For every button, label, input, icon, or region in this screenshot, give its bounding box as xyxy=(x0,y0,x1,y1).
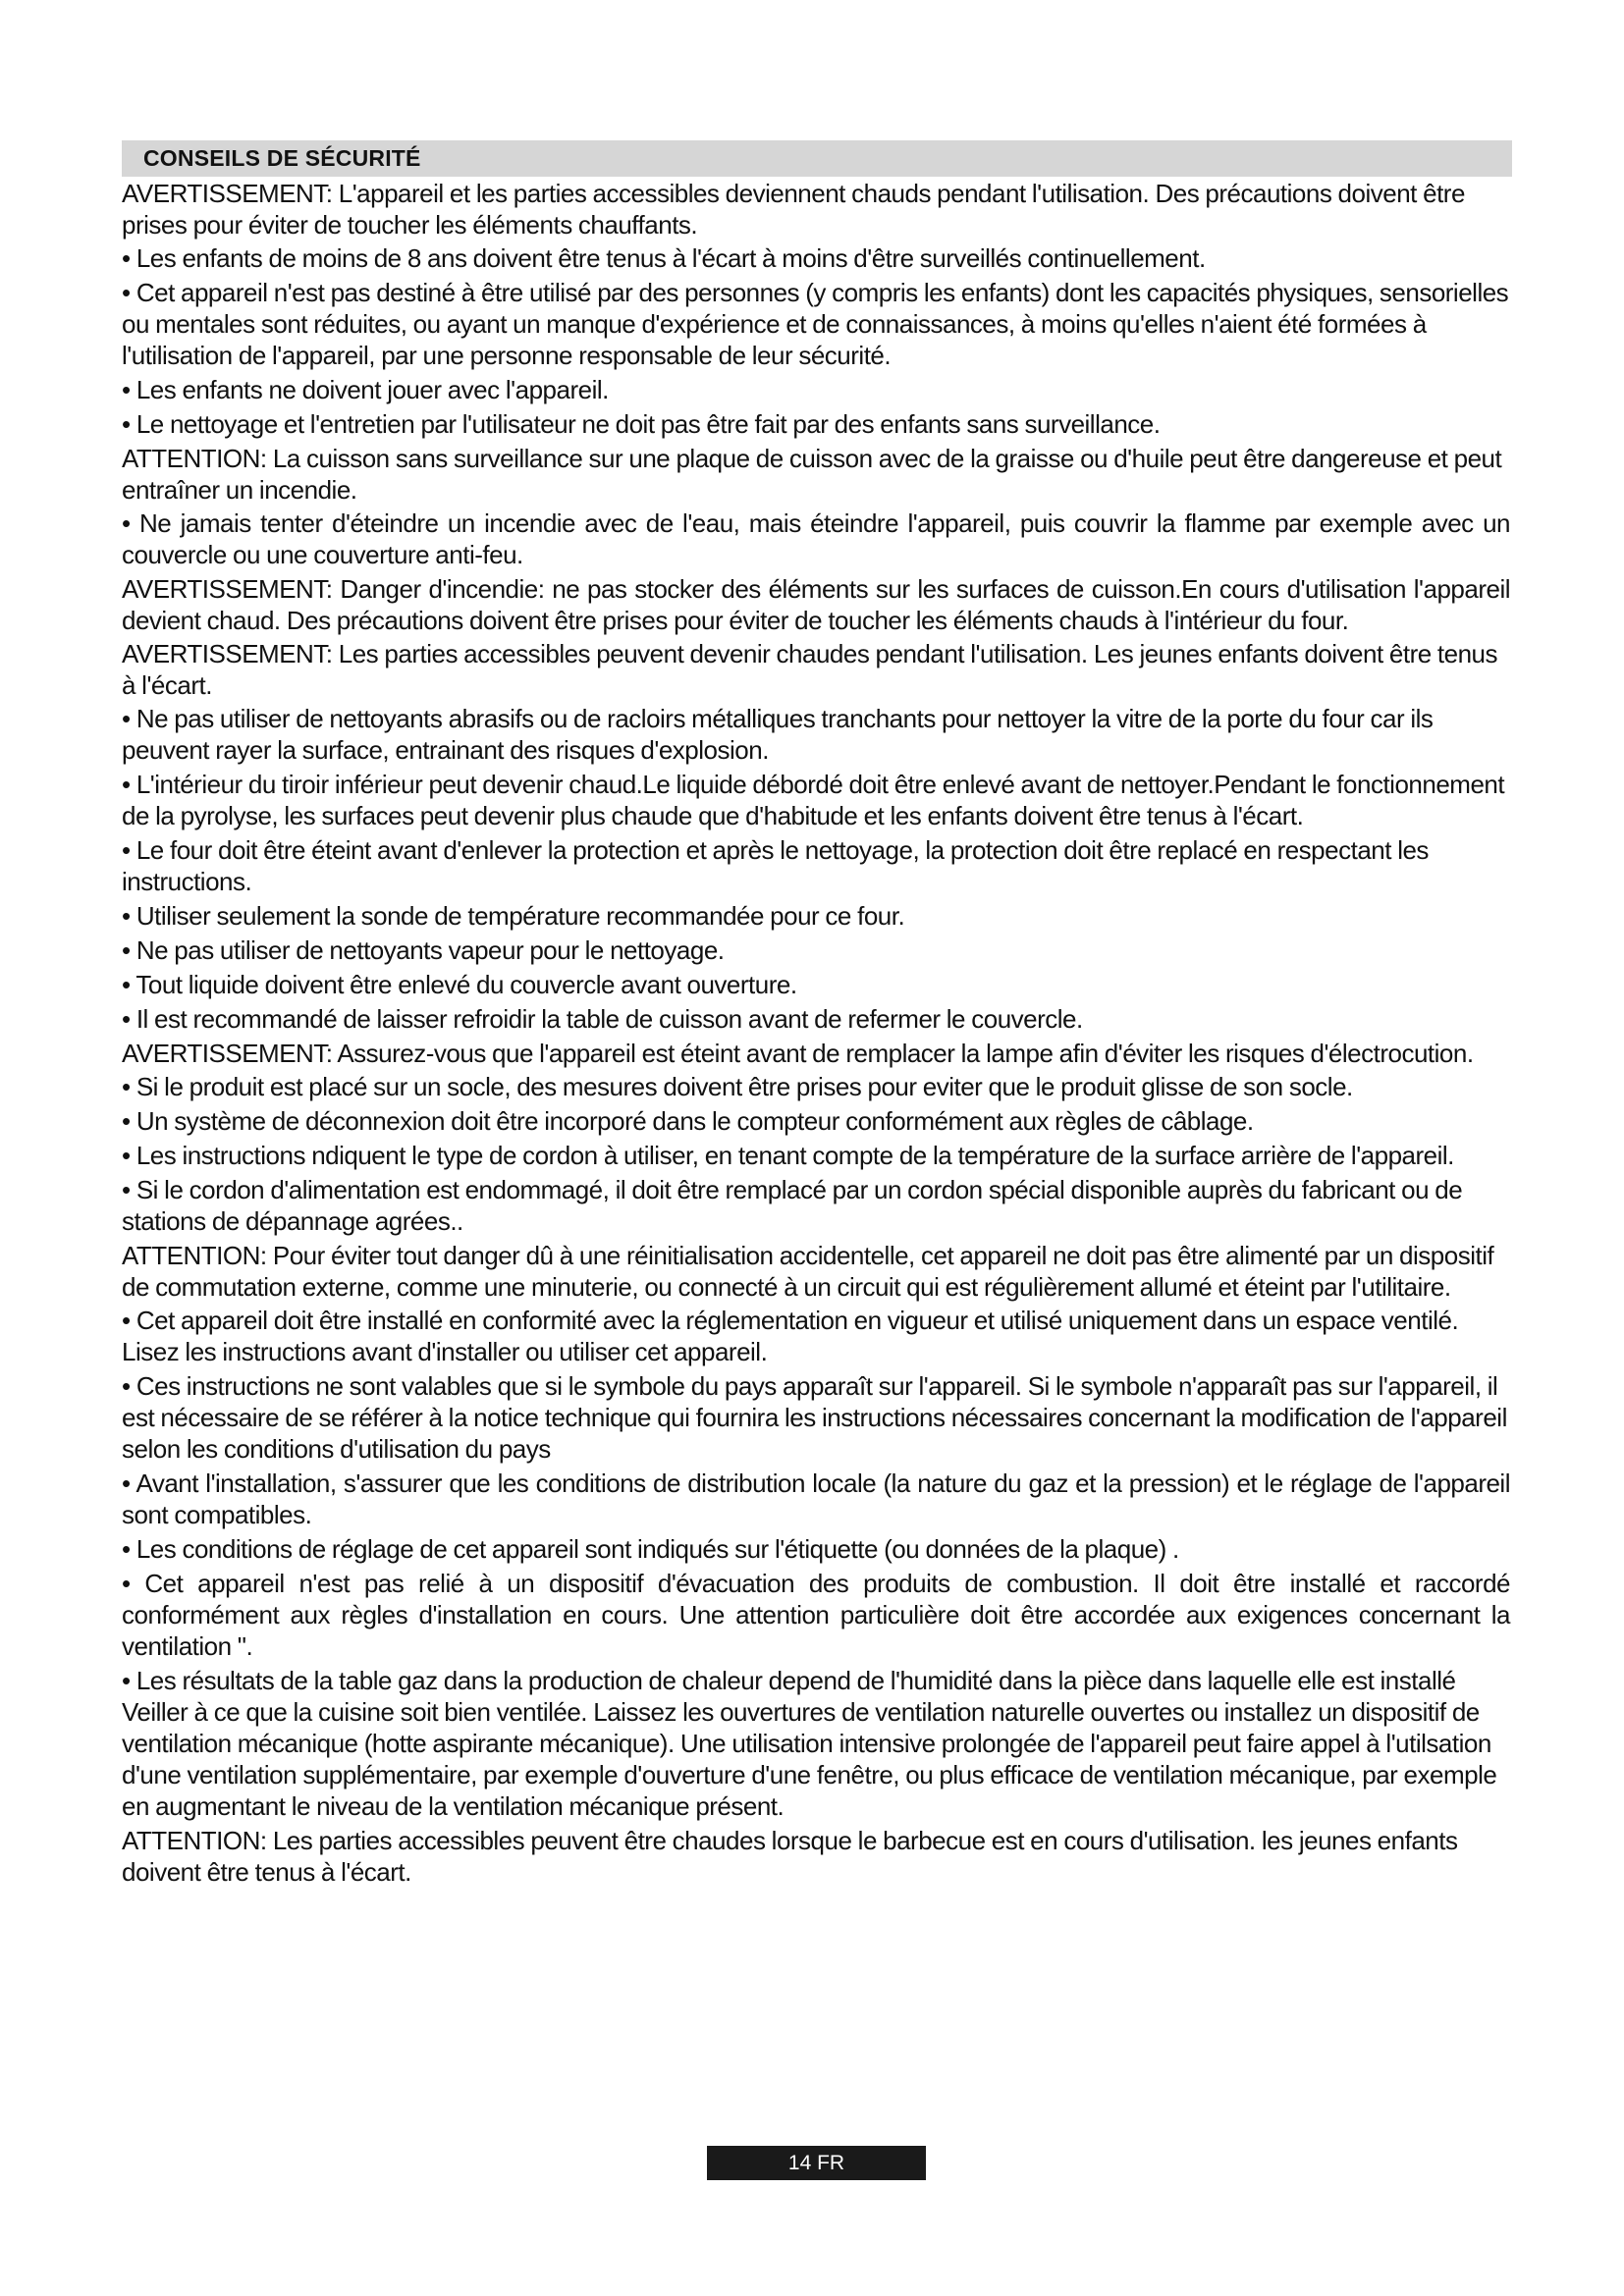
bullet-item: • Cet appareil doit être installé en conformité avec la réglementation en vigueur et utilisé uniquement dans un espace ventilé. Lisez les instructions avant d'installer ou utiliser cet appareil. xyxy=(122,1306,1459,1366)
warning-paragraph: AVERTISSEMENT: Danger d'incendie: ne pas stocker des éléments sur les surfaces de cuisson.En cours d'utilisation l'appareil devient chaud. Des précautions doivent être prises pour éviter de toucher les éléments chauds à l'intérieur du four. xyxy=(122,574,1510,635)
warning-paragraph: ATTENTION: Pour éviter tout danger dû à une réinitialisation accidentelle, cet appareil ne doit pas être alimenté par un dispositif de commutation externe, comme une minuterie, ou connecté à un circuit qui est régulièrement allumé et éteint par l'utilitaire. xyxy=(122,1241,1494,1302)
bullet-item: • Les enfants ne doivent jouer avec l'appareil. xyxy=(122,375,609,404)
warning-paragraph: AVERTISSEMENT: Assurez-vous que l'appareil est éteint avant de remplacer la lampe afin d'éviter les risques d'électrocution. xyxy=(122,1039,1474,1068)
bullet-item: • Les instructions ndiquent le type de cordon à utiliser, en tenant compte de la température de la surface arrière de l'appareil. xyxy=(122,1141,1454,1170)
bullet-item: • Ne jamais tenter d'éteindre un incendie avec de l'eau, mais éteindre l'appareil, puis couvrir la flamme par exemple avec un couvercle ou une couverture anti-feu. xyxy=(122,508,1510,569)
bullet-item: • Le four doit être éteint avant d'enlever la protection et après le nettoyage, la protection doit être replacé en respectant les instructions. xyxy=(122,835,1429,896)
bullet-item: • Il est recommandé de laisser refroidir la table de cuisson avant de refermer le couvercle. xyxy=(122,1004,1083,1034)
bullet-item: • Cet appareil n'est pas destiné à être utilisé par des personnes (y compris les enfants) dont les capacités physiques, sensorielles ou mentales sont réduites, ou ayant un manque d'expérience et de connaissances, à moins qu'elles n'aient été formées à l'utilisation de l'appareil, par une personne responsable de leur sécurité. xyxy=(122,278,1509,370)
warning-paragraph: ATTENTION: La cuisson sans surveillance sur une plaque de cuisson avec de la graisse ou d'huile peut être dangereuse et peut entraîner un incendie. xyxy=(122,444,1502,505)
bullet-item: • Les résultats de la table gaz dans la production de chaleur depend de l'humidité dans la pièce dans laquelle elle est installé Veiller à ce que la cuisine soit bien ventilée. Laissez les ouvertures de ventilation naturelle ouvertes ou installez un dispositif de ventilation mécanique (hotte aspirante mécanique). Une utilisation intensive prolongée de l'appareil peut faire appel à l'utilsation d'une ventilation supplémentaire, par exemple d'ouverture d'une fenêtre, ou plus efficace de ventilation mécanique, par exemple en augmentant le niveau de la ventilation mécanique présent. xyxy=(122,1666,1497,1821)
bullet-item: • Le nettoyage et l'entretien par l'utilisateur ne doit pas être fait par des enfants sans surveillance. xyxy=(122,409,1161,439)
bullet-item: • Les conditions de réglage de cet appareil sont indiqués sur l'étiquette (ou données de la plaque) . xyxy=(122,1534,1179,1564)
bullet-item: • Utiliser seulement la sonde de température recommandée pour ce four. xyxy=(122,901,905,931)
safety-instructions-body xyxy=(122,178,1510,1890)
bullet-item: • Les enfants de moins de 8 ans doivent être tenus à l'écart à moins d'être surveillés continuellement. xyxy=(122,243,1206,273)
bullet-item: • Tout liquide doivent être enlevé du couvercle avant ouverture. xyxy=(122,970,797,999)
bullet-item: • Ne pas utiliser de nettoyants abrasifs ou de racloirs métalliques tranchants pour nettoyer la vitre de la porte du four car ils peuvent rayer la surface, entrainant des risques d'explosion. xyxy=(122,704,1434,765)
bullet-item: • Ces instructions ne sont valables que si le symbole du pays apparaît sur l'appareil. Si le symbole n'apparaît pas sur l'appareil, il est nécessaire de se référer à la notice technique qui fournira les instructions nécessaires concernant la modification de l'appareil selon les conditions d'utilisation du pays xyxy=(122,1371,1507,1464)
bullet-item: • Cet appareil n'est pas relié à un dispositif d'évacuation des produits de combustion. Il doit être installé et raccordé conformément aux règles d'installation en cours. Une attention particulière doit être accordée aux exigences concernant la ventilation ". xyxy=(122,1569,1510,1661)
section-header-bar xyxy=(122,140,1512,177)
warning-paragraph: ATTENTION: Les parties accessibles peuvent être chaudes lorsque le barbecue est en cours d'utilisation. les jeunes enfants doivent être tenus à l'écart. xyxy=(122,1826,1458,1887)
bullet-item: • Ne pas utiliser de nettoyants vapeur pour le nettoyage. xyxy=(122,935,725,965)
warning-paragraph: AVERTISSEMENT: L'appareil et les parties accessibles deviennent chauds pendant l'utilisation. Des précautions doivent être prises pour éviter de toucher les éléments chauffants. xyxy=(122,179,1465,240)
bullet-item: • Un système de déconnexion doit être incorporé dans le compteur conformément aux règles de câblage. xyxy=(122,1106,1254,1136)
bullet-item: • L'intérieur du tiroir inférieur peut devenir chaud.Le liquide débordé doit être enlevé avant de nettoyer.Pendant le fonctionnement de la pyrolyse, les surfaces peut devenir plus chaude que d'habitude et les enfants doivent être tenus à l'écart. xyxy=(122,770,1505,830)
page-number: 14 FR xyxy=(707,2146,926,2180)
bullet-item: • Avant l'installation, s'assurer que les conditions de distribution locale (la nature du gaz et la pression) et le réglage de l'appareil sont compatibles. xyxy=(122,1468,1510,1529)
bullet-item: • Si le cordon d'alimentation est endommagé, il doit être remplacé par un cordon spécial disponible auprès du fabricant ou de stations de dépannage agrées.. xyxy=(122,1175,1463,1236)
section-title: CONSEILS DE SÉCURITÉ xyxy=(143,145,421,171)
bullet-item: • Si le produit est placé sur un socle, des mesures doivent être prises pour eviter que le produit glisse de son socle. xyxy=(122,1072,1353,1101)
warning-paragraph: AVERTISSEMENT: Les parties accessibles peuvent devenir chaudes pendant l'utilisation. Les jeunes enfants doivent être tenus à l'écart. xyxy=(122,639,1498,700)
